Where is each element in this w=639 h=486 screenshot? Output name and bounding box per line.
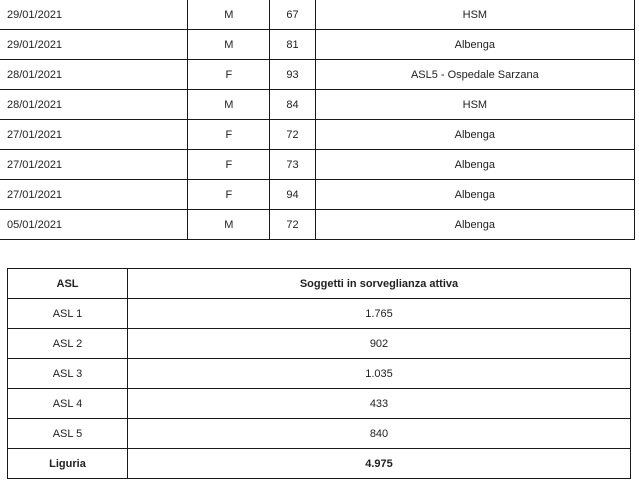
total-value: 4.975: [128, 449, 631, 479]
age-cell: 72: [270, 120, 315, 150]
column-header-asl: ASL: [8, 269, 128, 299]
table-row: [0, 30, 635, 60]
sex-cell: F: [188, 180, 270, 210]
age-cell: 84: [270, 90, 315, 120]
age-cell: 93: [270, 60, 315, 90]
table-row: [0, 60, 635, 90]
sex-cell: M: [188, 90, 270, 120]
hospital-cell: Albenga: [315, 180, 634, 210]
table-header-row: [8, 269, 631, 299]
date-cell: 29/01/2021: [0, 30, 188, 60]
subjects-cell: 902: [128, 329, 631, 359]
date-cell: 29/01/2021: [0, 0, 188, 30]
asl-cell: ASL 3: [8, 359, 128, 389]
hospital-cell: Albenga: [315, 30, 634, 60]
table-row: [8, 389, 631, 419]
table-row: [8, 359, 631, 389]
hospital-cell: ASL5 - Ospedale Sarzana: [315, 60, 634, 90]
table-row: [0, 150, 635, 180]
table-row: [8, 329, 631, 359]
asl-cell: ASL 4: [8, 389, 128, 419]
date-cell: 28/01/2021: [0, 60, 188, 90]
table-row: [8, 299, 631, 329]
table-row: [0, 180, 635, 210]
column-header-subjects: Soggetti in sorveglianza attiva: [128, 269, 631, 299]
date-cell: 28/01/2021: [0, 90, 188, 120]
table-row: [0, 210, 635, 240]
surveillance-table: [7, 268, 631, 479]
age-cell: 72: [270, 210, 315, 240]
hospitalizations-table: [0, 0, 635, 240]
subjects-cell: 433: [128, 389, 631, 419]
asl-cell: ASL 5: [8, 419, 128, 449]
table-row: [0, 90, 635, 120]
sex-cell: M: [188, 210, 270, 240]
age-cell: 94: [270, 180, 315, 210]
table-row: [8, 419, 631, 449]
sex-cell: F: [188, 150, 270, 180]
hospital-cell: HSM: [315, 90, 634, 120]
total-label: Liguria: [8, 449, 128, 479]
sex-cell: M: [188, 0, 270, 30]
sex-cell: M: [188, 30, 270, 60]
date-cell: 27/01/2021: [0, 180, 188, 210]
asl-cell: ASL 2: [8, 329, 128, 359]
date-cell: 27/01/2021: [0, 150, 188, 180]
sex-cell: F: [188, 60, 270, 90]
subjects-cell: 840: [128, 419, 631, 449]
subjects-cell: 1.035: [128, 359, 631, 389]
subjects-cell: 1.765: [128, 299, 631, 329]
table-row: [0, 120, 635, 150]
hospital-cell: HSM: [315, 0, 634, 30]
age-cell: 73: [270, 150, 315, 180]
hospital-cell: Albenga: [315, 120, 634, 150]
table-row: [0, 0, 635, 30]
age-cell: 81: [270, 30, 315, 60]
asl-cell: ASL 1: [8, 299, 128, 329]
date-cell: 05/01/2021: [0, 210, 188, 240]
date-cell: 27/01/2021: [0, 120, 188, 150]
sex-cell: F: [188, 120, 270, 150]
hospital-cell: Albenga: [315, 210, 634, 240]
hospital-cell: Albenga: [315, 150, 634, 180]
age-cell: 67: [270, 0, 315, 30]
total-row: [8, 449, 631, 479]
